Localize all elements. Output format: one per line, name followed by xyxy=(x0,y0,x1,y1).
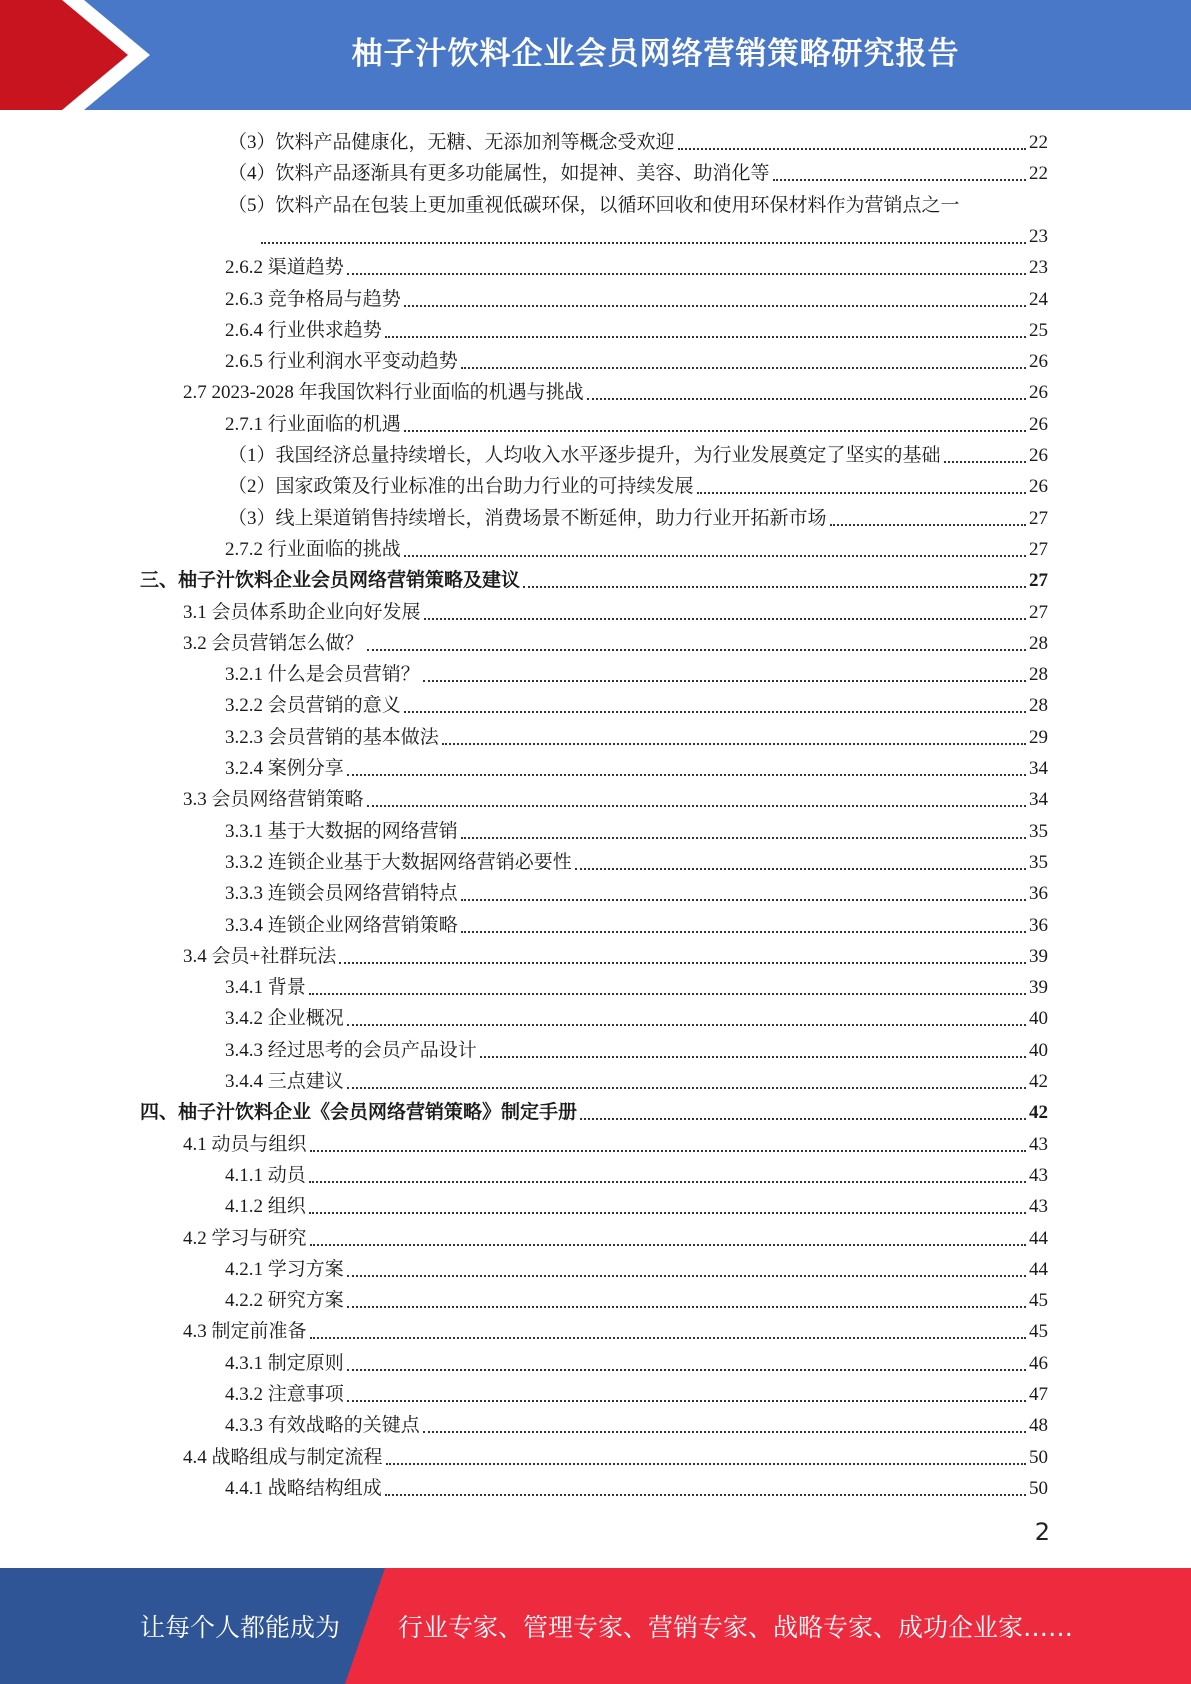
toc-dot-leader xyxy=(461,366,1026,369)
toc-entry-title: 4.1 动员与组织 xyxy=(183,1134,307,1155)
toc-entry-page: 27 xyxy=(1029,602,1048,623)
toc-dot-leader xyxy=(347,1023,1026,1026)
toc-dot-leader xyxy=(347,1086,1026,1089)
toc-dot-leader xyxy=(347,272,1026,275)
toc-entry-title: 2.6.2 渠道趋势 xyxy=(225,257,344,278)
toc-entry-title: 3.2.2 会员营销的意义 xyxy=(225,695,401,716)
toc-entry[interactable] xyxy=(183,1129,1048,1160)
toc-entry-page: 35 xyxy=(1029,852,1048,873)
toc-entry-page: 50 xyxy=(1029,1478,1048,1499)
toc-entry[interactable] xyxy=(228,503,1048,534)
toc-entry-title: 4.3.1 制定原则 xyxy=(225,1353,344,1374)
toc-entry-page: 45 xyxy=(1029,1290,1048,1311)
toc-dot-leader xyxy=(261,241,1026,244)
toc-entry-page: 34 xyxy=(1029,789,1048,810)
toc-dot-leader xyxy=(442,742,1026,745)
toc-entry[interactable] xyxy=(140,1097,1048,1128)
toc-entry-page: 48 xyxy=(1029,1415,1048,1436)
toc-dot-leader xyxy=(310,1243,1026,1246)
toc-dot-leader xyxy=(347,1399,1026,1402)
toc-entry-title: 3.3.2 连锁企业基于大数据网络营销必要性 xyxy=(225,852,572,873)
toc-entry-page: 47 xyxy=(1029,1384,1048,1405)
toc-entry-page: 36 xyxy=(1029,915,1048,936)
toc-entry-title: 3.2.1 什么是会员营销？ xyxy=(225,664,420,685)
toc-entry[interactable] xyxy=(228,127,1048,158)
toc-dot-leader xyxy=(944,460,1026,463)
toc-entry-page: 28 xyxy=(1029,664,1048,685)
toc-entry-page: 43 xyxy=(1029,1134,1048,1155)
toc-entry[interactable] xyxy=(225,972,1048,1003)
toc-entry[interactable] xyxy=(225,1254,1048,1285)
toc-entry-title: 4.2.2 研究方案 xyxy=(225,1290,344,1311)
toc-entry-page: 42 xyxy=(1029,1102,1048,1123)
toc-entry[interactable] xyxy=(183,1442,1048,1473)
toc-entry-title: 4.2.1 学习方案 xyxy=(225,1259,344,1280)
toc-entry-title: 3.3.4 连锁企业网络营销策略 xyxy=(225,915,458,936)
toc-entry-page: 26 xyxy=(1029,351,1048,372)
toc-entry[interactable] xyxy=(225,346,1048,377)
toc-entry-page: 28 xyxy=(1029,633,1048,654)
toc-dot-leader xyxy=(309,992,1026,995)
toc-entry[interactable] xyxy=(225,816,1048,847)
toc-entry-title: 2.7.1 行业面临的机遇 xyxy=(225,414,401,435)
toc-dot-leader xyxy=(587,397,1026,400)
toc-entry[interactable] xyxy=(225,1348,1048,1379)
toc-dot-leader xyxy=(480,1055,1026,1058)
toc-dot-leader xyxy=(367,648,1026,651)
toc-entry[interactable] xyxy=(225,910,1048,941)
toc-entry[interactable] xyxy=(225,722,1048,753)
header-banner xyxy=(0,0,1191,110)
footer-slogan-left: 让每个人都能成为 xyxy=(140,1613,341,1642)
toc-dot-leader xyxy=(523,585,1026,588)
toc-dot-leader xyxy=(309,1180,1026,1183)
toc-entry-title: （2）国家政策及行业标准的出台助力行业的可持续发展 xyxy=(228,476,694,497)
toc-dot-leader xyxy=(310,1149,1026,1152)
toc-entry-page: 39 xyxy=(1029,946,1048,967)
toc-entry-title: 2.7.2 行业面临的挑战 xyxy=(225,539,401,560)
toc-entry-page: 27 xyxy=(1029,539,1048,560)
toc-entry[interactable] xyxy=(225,409,1048,440)
toc-dot-leader xyxy=(367,804,1026,807)
toc-entry-title: 三、柚子汁饮料企业会员网络营销策略及建议 xyxy=(140,570,521,591)
toc-dot-leader xyxy=(385,1493,1026,1496)
toc-entry[interactable] xyxy=(225,690,1048,721)
toc-dot-leader xyxy=(580,1117,1026,1120)
toc-entry[interactable] xyxy=(183,784,1048,815)
toc-entry-page: 29 xyxy=(1029,727,1048,748)
toc-entry-page: 28 xyxy=(1029,695,1048,716)
toc-entry-title: 4.4 战略组成与制定流程 xyxy=(183,1447,383,1468)
toc-entry[interactable] xyxy=(228,158,1048,189)
toc-dot-leader xyxy=(404,429,1026,432)
toc-entry-page: 22 xyxy=(1029,163,1048,184)
toc-entry[interactable] xyxy=(225,1035,1048,1066)
toc-entry-title: （4）饮料产品逐渐具有更多功能属性，如提神、美容、助消化等 xyxy=(228,163,770,184)
toc-entry-title: 3.1 会员体系助企业向好发展 xyxy=(183,602,421,623)
toc-dot-leader xyxy=(461,836,1026,839)
toc-dot-leader xyxy=(404,710,1026,713)
toc-entry-title: 3.4.2 企业概况 xyxy=(225,1008,344,1029)
toc-entry-page: 44 xyxy=(1029,1228,1048,1249)
toc-entry-page: 23 xyxy=(1029,226,1048,247)
toc-entry-page: 27 xyxy=(1029,508,1048,529)
toc-entry-page: 50 xyxy=(1029,1447,1048,1468)
toc-entry-title: （5）饮料产品在包装上更加重视低碳环保，以循环回收和使用环保材料作为营销点之一 xyxy=(228,195,960,216)
toc-entry[interactable] xyxy=(228,440,1048,471)
toc-dot-leader xyxy=(404,304,1026,307)
toc-entry-page: 35 xyxy=(1029,821,1048,842)
toc-entry-page: 42 xyxy=(1029,1071,1048,1092)
toc-entry[interactable] xyxy=(225,659,1048,690)
report-title: 柚子汁饮料企业会员网络营销策略研究报告 xyxy=(351,35,960,72)
toc-entry-title: 4.1.1 动员 xyxy=(225,1165,306,1186)
toc-entry-page: 44 xyxy=(1029,1259,1048,1280)
toc-entry[interactable] xyxy=(225,847,1048,878)
toc-entry-title: 4.4.1 战略结构组成 xyxy=(225,1478,382,1499)
toc-entry[interactable] xyxy=(225,1473,1048,1504)
toc-entry-page: 46 xyxy=(1029,1353,1048,1374)
toc-dot-leader xyxy=(678,147,1026,150)
toc-entry[interactable] xyxy=(225,252,1048,283)
toc-entry-page: 34 xyxy=(1029,758,1048,779)
toc-entry-title: 3.2 会员营销怎么做？ xyxy=(183,633,364,654)
toc-entry[interactable] xyxy=(183,377,1048,408)
footer-banner xyxy=(0,1568,1191,1684)
toc-entry-title: 4.3.3 有效战略的关键点 xyxy=(225,1415,420,1436)
toc-entry-page: 40 xyxy=(1029,1008,1048,1029)
toc-dot-leader xyxy=(461,930,1026,933)
toc-entry[interactable] xyxy=(225,878,1048,909)
toc-entry[interactable] xyxy=(225,1066,1048,1097)
toc-entry-page: 26 xyxy=(1029,414,1048,435)
toc-entry-title: （3）线上渠道销售持续增长，消费场景不断延伸，助力行业开拓新市场 xyxy=(228,508,827,529)
toc-entry[interactable] xyxy=(183,597,1048,628)
toc-entry[interactable] xyxy=(228,471,1048,502)
toc-entry[interactable] xyxy=(225,534,1048,565)
toc-entry[interactable] xyxy=(225,753,1048,784)
toc-entry-title: 3.3.1 基于大数据的网络营销 xyxy=(225,821,458,842)
toc-entry-page: 23 xyxy=(1029,257,1048,278)
toc-entry-title: 4.2 学习与研究 xyxy=(183,1228,307,1249)
toc-dot-leader xyxy=(773,178,1026,181)
toc-entry[interactable] xyxy=(225,1160,1048,1191)
toc-entry-title: 3.4 会员+社群玩法 xyxy=(183,946,337,967)
toc-entry-page: 45 xyxy=(1029,1321,1048,1342)
toc-dot-leader xyxy=(347,773,1026,776)
toc-entry[interactable] xyxy=(225,284,1048,315)
toc-entry[interactable] xyxy=(225,315,1048,346)
toc-entry-title: 3.3 会员网络营销策略 xyxy=(183,789,364,810)
toc-entry-title: 2.6.4 行业供求趋势 xyxy=(225,320,382,341)
page-number: 2 xyxy=(1034,1518,1050,1546)
toc-dot-leader xyxy=(404,554,1026,557)
toc-dot-leader xyxy=(386,1462,1026,1465)
toc-dot-leader xyxy=(461,898,1026,901)
toc-dot-leader xyxy=(575,867,1026,870)
toc-dot-leader xyxy=(347,1305,1026,1308)
toc-entry-page: 26 xyxy=(1029,476,1048,497)
toc-entry[interactable] xyxy=(225,1191,1048,1222)
toc-entry-page: 25 xyxy=(1029,320,1048,341)
toc-entry-title: 3.3.3 连锁会员网络营销特点 xyxy=(225,883,458,904)
toc-entry-title: 2.6.3 竞争格局与趋势 xyxy=(225,289,401,310)
toc-entry-title: （1）我国经济总量持续增长，人均收入水平逐步提升，为行业发展奠定了坚实的基础 xyxy=(228,445,941,466)
toc-dot-leader xyxy=(423,679,1026,682)
toc-entry-title: 2.6.5 行业利润水平变动趋势 xyxy=(225,351,458,372)
toc-entry-title: 3.4.4 三点建议 xyxy=(225,1071,344,1092)
toc-entry-page: 24 xyxy=(1029,289,1048,310)
footer-slogan-right: 行业专家、管理专家、营销专家、战略专家、成功企业家…… xyxy=(398,1613,1074,1642)
toc-dot-leader xyxy=(697,491,1026,494)
toc-entry[interactable] xyxy=(183,941,1048,972)
toc-entry[interactable] xyxy=(183,1316,1048,1347)
toc-entry[interactable] xyxy=(225,1285,1048,1316)
toc-entry[interactable] xyxy=(258,221,1048,252)
toc-entry[interactable] xyxy=(140,565,1048,596)
toc-entry-page: 26 xyxy=(1029,445,1048,466)
toc-entry-page: 40 xyxy=(1029,1040,1048,1061)
toc-entry-page: 36 xyxy=(1029,883,1048,904)
toc-entry[interactable] xyxy=(225,1410,1048,1441)
toc-dot-leader xyxy=(310,1336,1026,1339)
toc-entry-title: 3.2.3 会员营销的基本做法 xyxy=(225,727,439,748)
toc-entry[interactable] xyxy=(228,190,1048,221)
toc-entry-page: 26 xyxy=(1029,382,1048,403)
toc-entry-title: 3.4.1 背景 xyxy=(225,977,306,998)
toc-entry-title: 4.3 制定前准备 xyxy=(183,1321,307,1342)
toc-entry-title: 四、柚子汁饮料企业《会员网络营销策略》制定手册 xyxy=(140,1102,578,1123)
toc-dot-leader xyxy=(339,961,1026,964)
toc-entry-page: 39 xyxy=(1029,977,1048,998)
toc-dot-leader xyxy=(347,1368,1026,1371)
toc-entry[interactable] xyxy=(225,1003,1048,1034)
toc-dot-leader xyxy=(309,1211,1026,1214)
toc-entry-title: （3）饮料产品健康化，无糖、无添加剂等概念受欢迎 xyxy=(228,132,675,153)
toc-dot-leader xyxy=(830,523,1026,526)
toc-entry[interactable] xyxy=(183,628,1048,659)
toc-entry-title: 3.4.3 经过思考的会员产品设计 xyxy=(225,1040,477,1061)
toc-entry-title: 3.2.4 案例分享 xyxy=(225,758,344,779)
toc-dot-leader xyxy=(385,335,1026,338)
toc-entry-title: 4.3.2 注意事项 xyxy=(225,1384,344,1405)
toc-dot-leader xyxy=(347,1274,1026,1277)
toc-entry-page: 27 xyxy=(1029,570,1048,591)
toc-entry-page: 22 xyxy=(1029,132,1048,153)
toc-dot-leader xyxy=(423,1430,1026,1433)
toc-entry-title: 4.1.2 组织 xyxy=(225,1196,306,1217)
toc-entry-title: 2.7 2023-2028 年我国饮料行业面临的机遇与挑战 xyxy=(183,382,584,403)
toc-entry[interactable] xyxy=(225,1379,1048,1410)
toc-entry-page: 43 xyxy=(1029,1196,1048,1217)
toc-entry[interactable] xyxy=(183,1223,1048,1254)
toc-dot-leader xyxy=(424,617,1026,620)
toc-entry-page: 43 xyxy=(1029,1165,1048,1186)
